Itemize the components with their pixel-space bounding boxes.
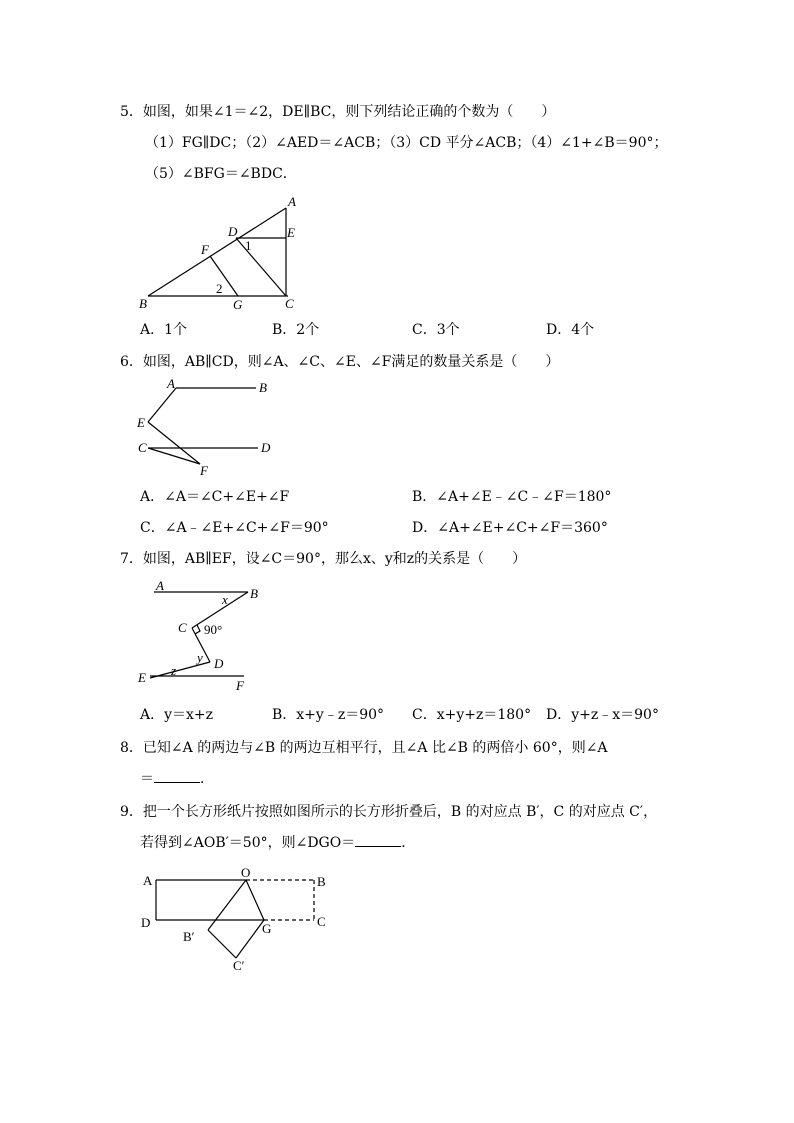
q5-option-d[interactable]: D．4个: [546, 322, 595, 338]
q7-label-B: B: [250, 586, 258, 601]
q5-statements-line2: （5）∠BFG＝∠BDC．: [145, 166, 297, 182]
q7-label-y: y: [197, 650, 203, 665]
q8-line1: 8．已知∠A 的两边与∠B 的两边互相平行，且∠A 比∠B 的两倍小 60°，则∠A: [120, 740, 608, 756]
q5-label-E: E: [287, 225, 295, 240]
q9-line-OG: [246, 880, 264, 920]
q6-stem: 6．如图，AB∥CD，则∠A、∠C、∠E、∠F满足的数量关系是（ ）: [120, 354, 560, 370]
q9-line2-prefix: 若得到∠AOB′＝50°，则∠DGO＝: [140, 835, 356, 851]
q9-label-Bprime: B′: [183, 929, 195, 944]
q7-option-b[interactable]: B．x+y﹣z＝90°: [272, 707, 385, 723]
q7-label-z: z: [171, 663, 177, 678]
q5-label-C: C: [285, 296, 294, 311]
q6-label-D: D: [261, 440, 271, 455]
q7-option-d[interactable]: D．y+z﹣x＝90°: [546, 707, 659, 723]
q7-label-x: x: [222, 592, 228, 607]
q9-line-CpG: [236, 920, 264, 958]
q7-option-a[interactable]: A．y＝x+z: [140, 707, 214, 723]
q9-line-OBp: [208, 880, 246, 930]
q5-statements-line1: （1）FG∥DC；（2）∠AED＝∠ACB；（3）CD 平分∠ACB；（4）∠1+∠B＝90°；: [145, 135, 668, 151]
q7-label-C: C: [178, 620, 187, 635]
q6-option-c[interactable]: C．∠A﹣∠E+∠C+∠F＝90°: [140, 520, 329, 536]
q7-label-90deg: 90°: [204, 622, 223, 637]
q6-option-d[interactable]: D．∠A+∠E+∠C+∠F＝360°: [412, 520, 608, 536]
q6-label-E: E: [137, 415, 145, 430]
q5-label-D: D: [228, 224, 238, 239]
q9-line1: 9．把一个长方形纸片按照如图所示的长方形折叠后，B 的对应点 B′，C 的对应点 C′，: [120, 804, 658, 820]
q9-label-Cprime: C′: [233, 958, 245, 973]
q5-label-F: F: [201, 242, 209, 257]
q6-label-A: A: [167, 376, 175, 391]
q5-option-c[interactable]: C．3个: [412, 322, 460, 338]
q6-label-B: B: [259, 380, 267, 395]
q5-label-1: 1: [245, 238, 252, 253]
q6-label-F: F: [200, 463, 208, 478]
q5-label-G: G: [233, 297, 243, 312]
q7-stem: 7．如图，AB∥EF，设∠C＝90°，那么x、y和z的关系是（ ）: [120, 551, 527, 567]
q5-label-2: 2: [216, 281, 223, 296]
q5-option-b[interactable]: B．2个: [272, 322, 320, 338]
q9-line-BpCp: [208, 930, 236, 958]
q9-label-D: D: [141, 915, 151, 930]
q9-label-G: G: [262, 921, 272, 936]
q6-option-a[interactable]: A．∠A＝∠C+∠E+∠F: [140, 489, 290, 505]
q5-label-B: B: [139, 296, 147, 311]
q6-label-C: C: [138, 440, 147, 455]
q7-option-c[interactable]: C．x+y+z＝180°: [412, 707, 532, 723]
q7-label-E: E: [138, 670, 146, 685]
q9-label-O: O: [241, 865, 251, 880]
q8-line2-suffix: ．: [200, 771, 214, 787]
q5-option-a[interactable]: A．1个: [140, 322, 188, 338]
q6-option-b[interactable]: B．∠A+∠E﹣∠C﹣∠F＝180°: [412, 489, 612, 505]
q5-label-A: A: [288, 194, 296, 209]
q7-label-A: A: [156, 578, 164, 593]
q7-label-F: F: [236, 678, 244, 693]
q5-stem: 5．如图，如果∠1＝∠2，DE∥BC，则下列结论正确的个数为（ ）: [120, 104, 556, 120]
q9-label-C: C: [317, 914, 326, 929]
q7-label-D: D: [214, 656, 224, 671]
q9-line2-suffix: ．: [401, 835, 416, 851]
q8-line2-prefix: ＝: [140, 771, 154, 787]
q9-label-B: B: [317, 874, 326, 889]
q9-label-A: A: [143, 873, 153, 888]
